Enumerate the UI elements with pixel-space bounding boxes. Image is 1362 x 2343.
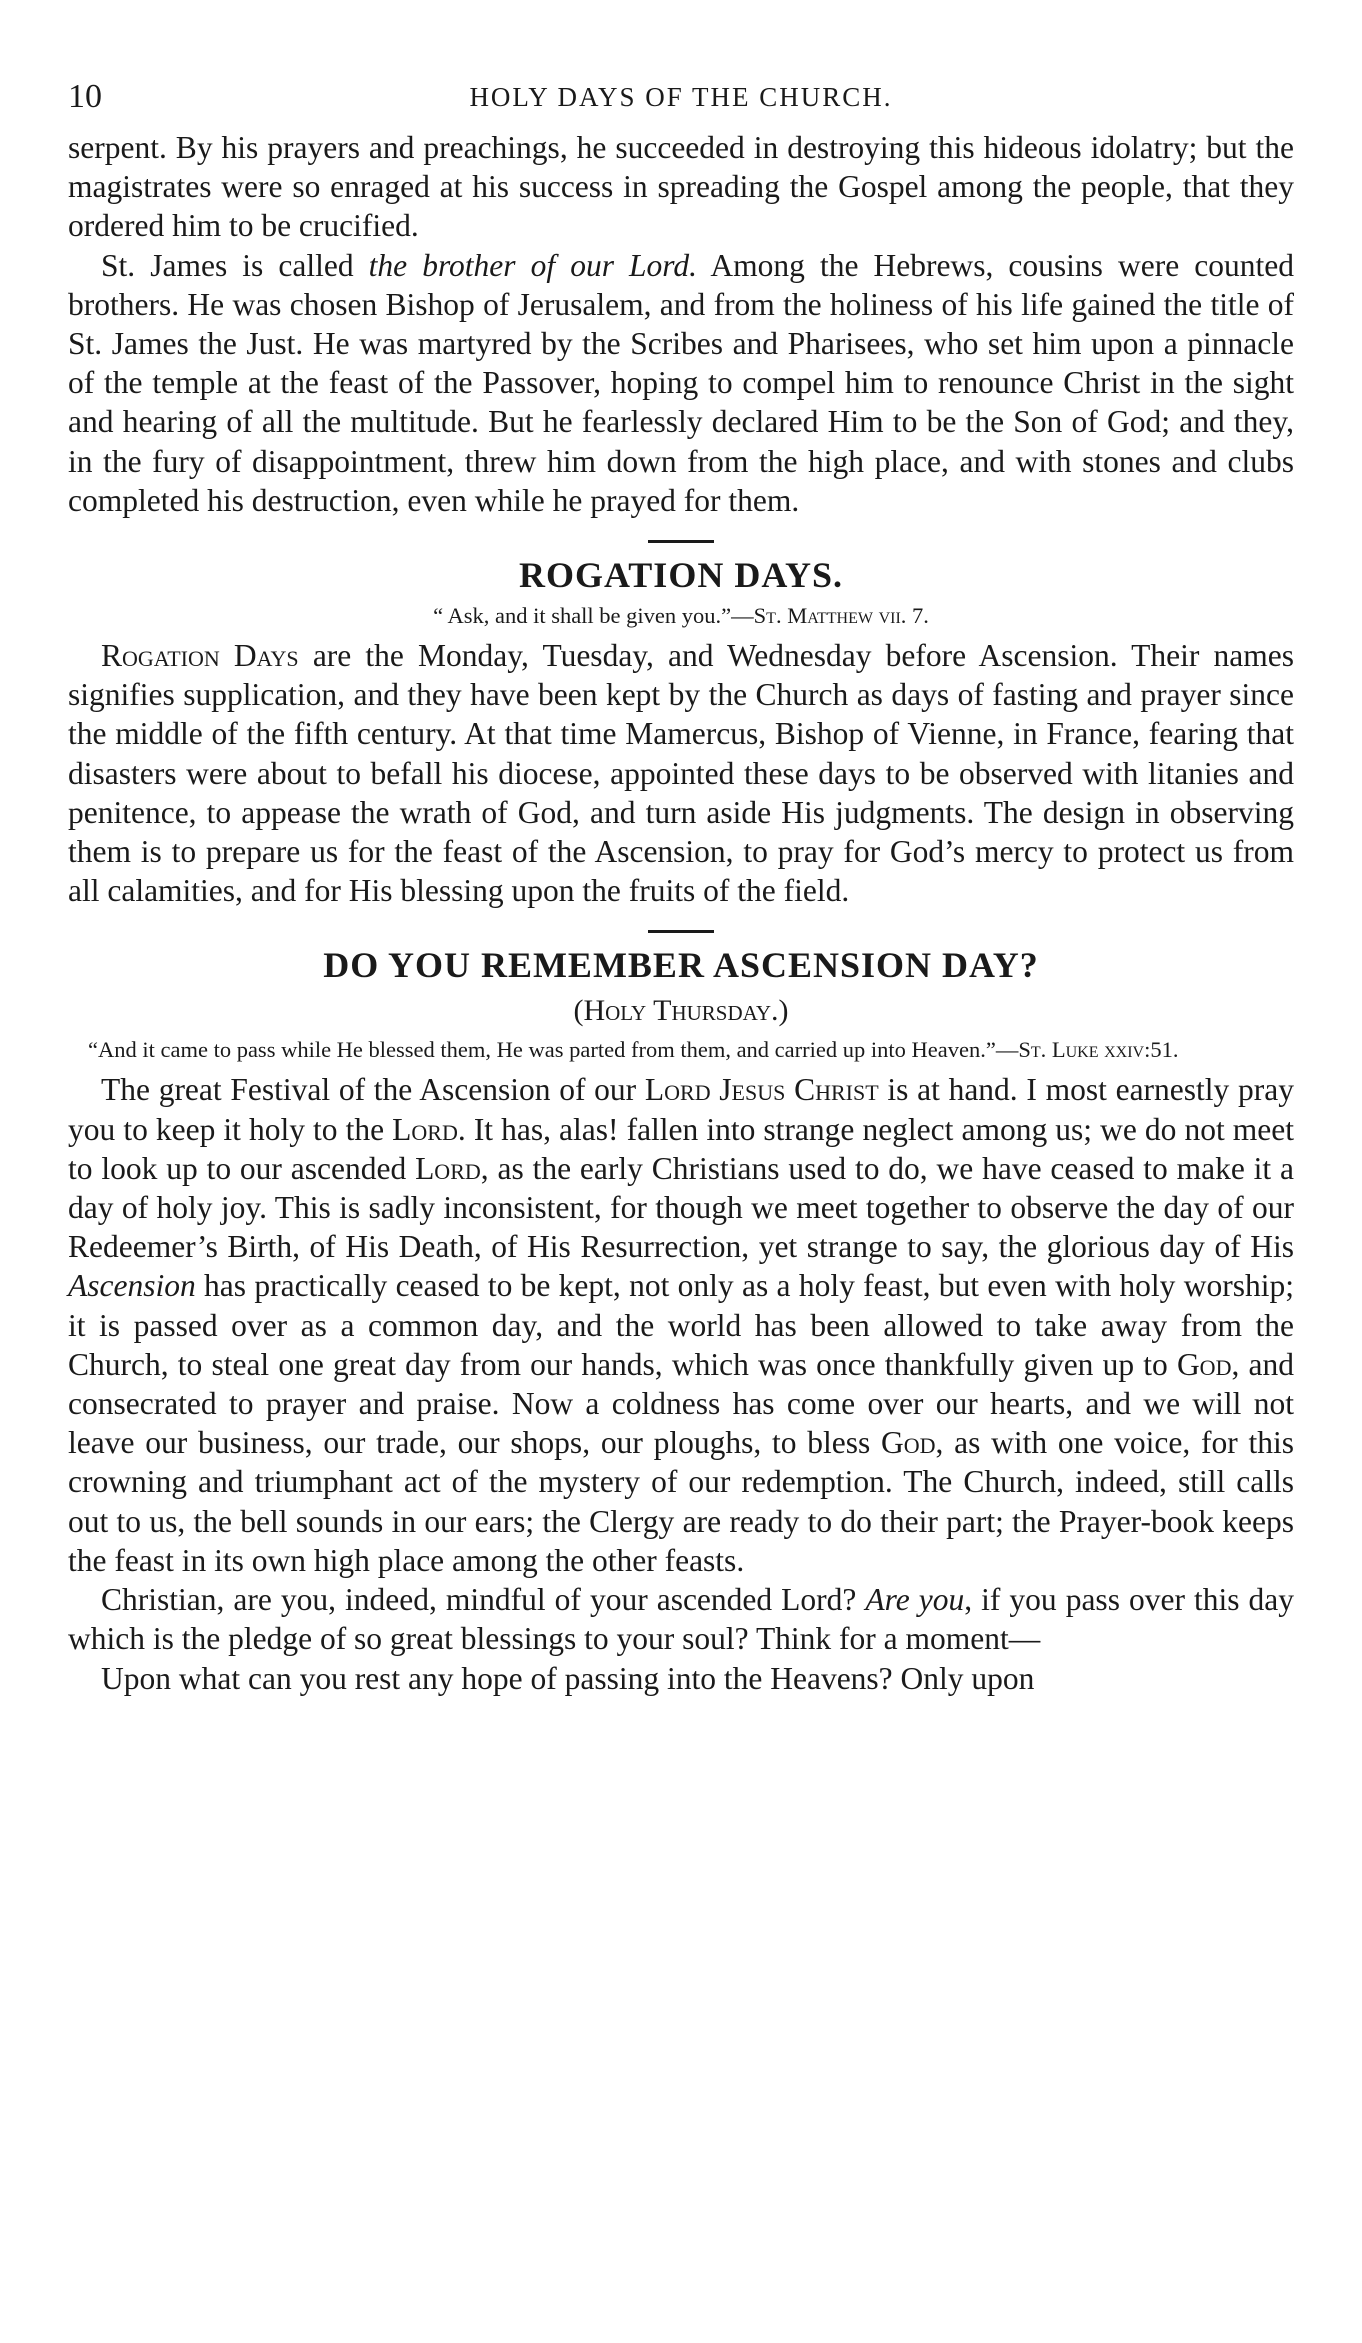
epigraph-source: St. Luke xxiv:51. (1018, 1037, 1179, 1063)
text-run: is at hand. I most earnestly pray you to keep it holy to the (68, 1072, 1294, 1147)
text-run: , if you pass over this day which is the pledge of so great blessings to your soul? Think for a moment— (68, 1582, 1294, 1657)
section-title-rogation: ROGATION DAYS. (518, 555, 844, 596)
page-body (68, 128, 1294, 1698)
section-divider (648, 540, 714, 543)
text-run: , as with one voice, for this crowning and triumphant act of the mystery of our redemption. The Church, indeed, still calls out to us, the bell sounds in our ears; the Clergy are ready to do their part; the Prayer-book keeps the feast in its own high place among the other feasts. (68, 1425, 1294, 1578)
text-run: It has, alas! fallen into strange neglect among us; we do not meet to look up to our ascended (68, 1111, 1294, 1186)
section-subtitle: (Holy Thursday.) (573, 994, 789, 1028)
running-head-title: HOLY DAYS OF THE CHURCH. (469, 82, 893, 112)
text-run: St. James is called (101, 247, 369, 283)
section-divider (648, 930, 714, 933)
divine-name: Lord Jesus Christ (644, 1072, 879, 1108)
text-run: has practically ceased to be kept, not only as a holy feast, but even with holy worship; it is passed over as a common day, and the world has been allowed to take away from the Church, to steal one great day from our hands, which was once thankfully given up to (68, 1268, 1294, 1382)
lead-words: Rogation Days (101, 638, 299, 674)
paragraph-final-line: Upon what can you rest any hope of passing into the Heavens? Only upon (101, 1660, 1035, 1696)
epigraph-ascension (68, 1035, 1294, 1064)
paragraph-ascension-festival (68, 1070, 1294, 1580)
divine-name: Lord. (392, 1111, 466, 1147)
running-head (68, 78, 1294, 128)
epigraph-text: “ Ask, and it shall be given you.”— (433, 603, 754, 629)
text-run: The great Festival of the Ascension of our (101, 1072, 645, 1108)
section-title-ascension: DO YOU REMEMBER ASCENSION DAY? (323, 945, 1039, 986)
divine-name: God (880, 1425, 936, 1461)
paragraph-continued: serpent. By his prayers and preachings, he succeeded in destroying this hideous idolatry; but the magistrates were so enraged at his success in spreading the Gospel among the people, that they ordered him to be crucified. (68, 130, 1294, 244)
epigraph-source: St. Matthew vii. 7. (753, 603, 929, 629)
page-number: 10 (68, 78, 102, 115)
text-run: are the Monday, Tuesday, and Wednesday before Ascension. Their names signifies supplication, and they have been kept by the Church as days of fasting and prayer since the middle of the fifth century. At that time Mamercus, Bishop of Vienne, in France, fearing that disasters were about to befall his diocese, appointed these days to be observed with litanies and penitence, to appease the wrath of God, and turn aside His judgments. The design in observing them is to prepare us for the feast of the Ascension, to pray for God’s mercy to protect us from all calamities, and for His blessing upon the fruits of the field. (68, 638, 1295, 909)
text-run: Among the Hebrews, cousins were counted brothers. He was chosen Bishop of Jerusalem, and from the holiness of his life gained the title of St. James the Just. He was martyred by the Scribes and Pharisees, who set him upon a pinnacle of the temple at the feast of the Passover, hoping to compel him to renounce Christ in the sight and hearing of all the multitude. But he fearlessly declared Him to be the Son of God; and they, in the fury of disappointment, threw him down from the high place, and with stones and clubs completed his destruction, even while he prayed for them. (68, 247, 1294, 518)
paragraph-rogation (68, 636, 1294, 910)
italic-phrase: Are you (865, 1582, 965, 1618)
paragraph-christian-question (68, 1580, 1294, 1658)
italic-phrase: the brother of our Lord. (368, 247, 698, 283)
divine-name: Lord (415, 1150, 481, 1186)
epigraph-text: “And it came to pass while He blessed them, He was parted from them, and carried up into Heaven.”— (88, 1037, 1019, 1063)
epigraph-rogation (68, 601, 1294, 630)
text-run: , as the early Christians used to do, we have ceased to make it a day of holy joy. This is sadly inconsistent, for though we meet together to observe the day of our Redeemer’s Birth, of His Death, of His Resurrection, yet strange to say, the glorious day of His (68, 1150, 1294, 1265)
italic-phrase: Ascension (68, 1268, 196, 1304)
divine-name: God (1176, 1346, 1232, 1382)
paragraph-st-james (68, 246, 1294, 520)
text-run: , and consecrated to prayer and praise. Now a coldness has come over our hearts, and we will not leave our business, our trade, our shops, our ploughs, to bless (68, 1346, 1294, 1461)
text-run: Christian, are you, indeed, mindful of your ascended Lord? (101, 1582, 866, 1618)
